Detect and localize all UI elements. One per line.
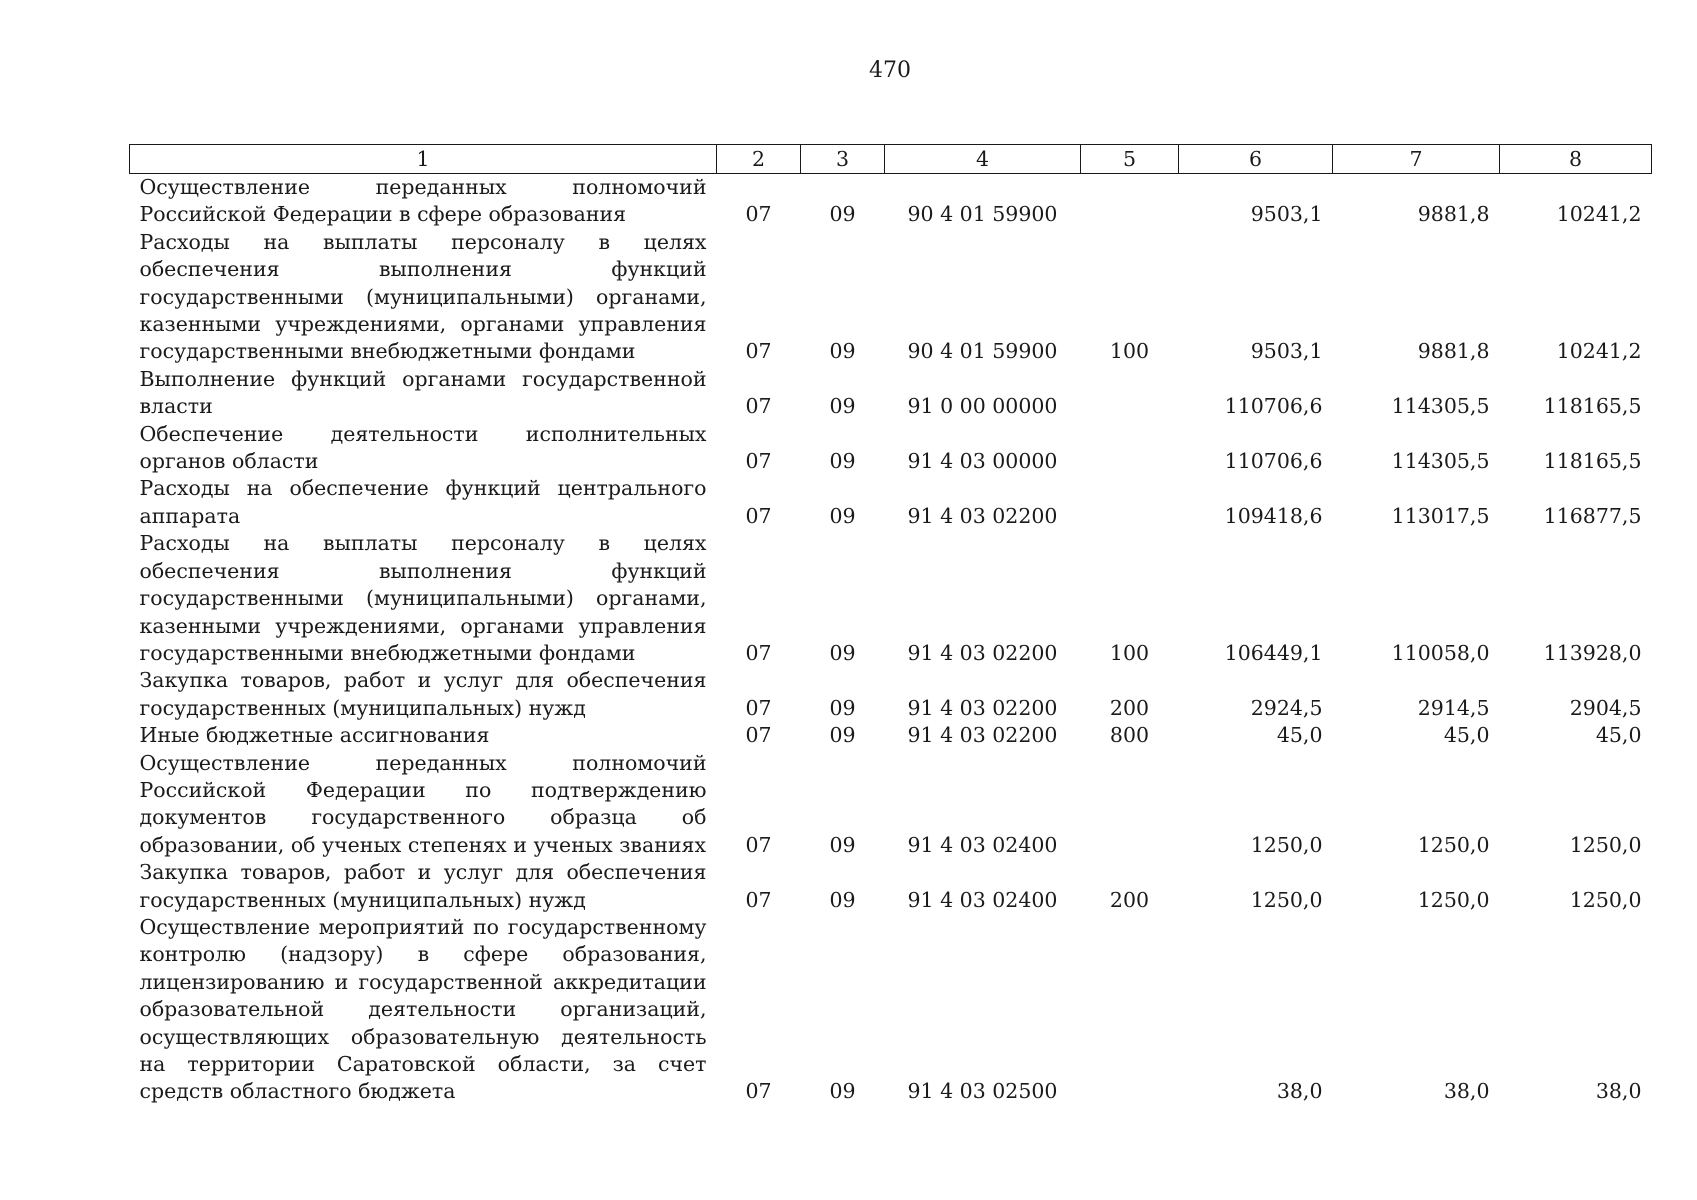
subsection-code-cell: 09	[829, 695, 856, 720]
header-col-5: 5	[1081, 145, 1179, 174]
expense-type-cell	[1081, 421, 1179, 476]
amount-col-6-cell: 45,0	[1276, 723, 1323, 748]
section-code-cell: 07	[745, 723, 772, 748]
section-code-cell: 07	[745, 339, 772, 364]
table-row	[130, 421, 1652, 476]
header-col-8: 8	[1500, 145, 1652, 174]
header-col-1: 1	[130, 145, 717, 174]
table-row	[130, 530, 1652, 667]
subsection-code-cell: 09	[829, 394, 856, 419]
amount-col-6-cell: 110706,6	[1224, 394, 1323, 419]
row-name-cell: Осуществление переданных полномочий Российской Федерации по подтверждению документов государственного образца об образовании, об ученых степенях и ученых званиях	[139, 750, 707, 857]
amount-col-8-cell: 10241,2	[1556, 339, 1642, 364]
amount-col-8-cell: 45,0	[1595, 723, 1642, 748]
table-row	[130, 366, 1652, 421]
amount-col-6-cell: 2924,5	[1250, 695, 1323, 720]
section-code-cell: 07	[745, 202, 772, 227]
amount-col-6-cell: 106449,1	[1224, 640, 1323, 665]
target-article-cell: 91 4 03 02400	[907, 887, 1058, 912]
row-name-cell: Иные бюджетные ассигнования	[139, 723, 490, 748]
expense-type-cell: 100	[1109, 339, 1150, 364]
amount-col-6-cell: 9503,1	[1250, 202, 1323, 227]
table-row	[130, 174, 1652, 229]
section-code-cell: 07	[745, 1079, 772, 1104]
table-row	[130, 750, 1652, 860]
subsection-code-cell: 09	[829, 1079, 856, 1104]
amount-col-7-cell: 114305,5	[1391, 394, 1490, 419]
amount-col-8-cell: 10241,2	[1556, 202, 1642, 227]
table-row	[130, 229, 1652, 366]
amount-col-6-cell: 109418,6	[1224, 503, 1323, 528]
section-code-cell: 07	[745, 887, 772, 912]
expense-type-cell: 800	[1109, 723, 1150, 748]
header-col-3: 3	[801, 145, 885, 174]
table-row	[130, 475, 1652, 530]
row-name-cell: Расходы на выплаты персоналу в целях обеспечения выполнения функций государственными (муниципальными) органами, казенными учреждениями, органами управления государственными внебюджетными фондами	[139, 229, 707, 364]
target-article-cell: 91 4 03 02200	[907, 640, 1058, 665]
amount-col-7-cell: 2914,5	[1417, 695, 1490, 720]
subsection-code-cell: 09	[829, 832, 856, 857]
subsection-code-cell: 09	[829, 503, 856, 528]
table-header	[130, 145, 1652, 174]
expense-type-cell	[1081, 475, 1179, 530]
header-row	[130, 145, 1652, 174]
amount-col-6-cell: 1250,0	[1250, 887, 1323, 912]
amount-col-6-cell: 38,0	[1276, 1079, 1323, 1104]
section-code-cell: 07	[745, 640, 772, 665]
section-code-cell: 07	[745, 449, 772, 474]
table-body	[130, 174, 1652, 1106]
page-number: 470	[869, 58, 911, 83]
amount-col-7-cell: 113017,5	[1391, 503, 1490, 528]
expense-type-cell: 200	[1109, 887, 1150, 912]
table-row	[130, 722, 1652, 749]
section-code-cell: 07	[745, 503, 772, 528]
amount-col-7-cell: 114305,5	[1391, 449, 1490, 474]
table-row	[130, 859, 1652, 914]
amount-col-7-cell: 9881,8	[1417, 339, 1490, 364]
expense-type-cell	[1081, 750, 1179, 860]
row-name-cell: Осуществление переданных полномочий Российской Федерации в сфере образования	[139, 175, 707, 227]
amount-col-6-cell: 110706,6	[1224, 449, 1323, 474]
target-article-cell: 91 4 03 02400	[907, 832, 1058, 857]
section-code-cell: 07	[745, 832, 772, 857]
amount-col-8-cell: 1250,0	[1569, 832, 1642, 857]
amount-col-7-cell: 38,0	[1443, 1079, 1490, 1104]
row-name-cell: Закупка товаров, работ и услуг для обеспечения государственных (муниципальных) нужд	[139, 668, 707, 720]
subsection-code-cell: 09	[829, 723, 856, 748]
header-col-6: 6	[1179, 145, 1333, 174]
row-name-cell: Расходы на выплаты персоналу в целях обеспечения выполнения функций государственными (муниципальными) органами, казенными учреждениями, органами управления государственными внебюджетными фондами	[139, 531, 707, 665]
target-article-cell: 91 4 03 02200	[907, 503, 1058, 528]
amount-col-8-cell: 1250,0	[1569, 887, 1642, 912]
budget-table	[129, 144, 1652, 1106]
header-col-2: 2	[717, 145, 801, 174]
amount-col-8-cell: 2904,5	[1569, 695, 1642, 720]
amount-col-7-cell: 45,0	[1443, 723, 1490, 748]
target-article-cell: 91 0 00 00000	[907, 394, 1058, 419]
header-col-7: 7	[1333, 145, 1500, 174]
amount-col-7-cell: 1250,0	[1417, 887, 1490, 912]
amount-col-8-cell: 118165,5	[1543, 394, 1642, 419]
amount-col-6-cell: 1250,0	[1250, 832, 1323, 857]
amount-col-8-cell: 118165,5	[1543, 449, 1642, 474]
target-article-cell: 91 4 03 02200	[907, 695, 1058, 720]
amount-col-8-cell: 116877,5	[1543, 503, 1642, 528]
table-row	[130, 914, 1652, 1106]
row-name-cell: Закупка товаров, работ и услуг для обеспечения государственных (муниципальных) нужд	[139, 860, 707, 912]
amount-col-7-cell: 110058,0	[1391, 640, 1490, 665]
amount-col-6-cell: 9503,1	[1250, 339, 1323, 364]
subsection-code-cell: 09	[829, 449, 856, 474]
subsection-code-cell: 09	[829, 202, 856, 227]
subsection-code-cell: 09	[829, 339, 856, 364]
row-name-cell: Обеспечение деятельности исполнительных органов области	[139, 421, 707, 474]
row-name-cell: Расходы на обеспечение функций центрального аппарата	[139, 476, 707, 528]
section-code-cell: 07	[745, 695, 772, 720]
expense-type-cell	[1081, 914, 1179, 1106]
subsection-code-cell: 09	[829, 887, 856, 912]
target-article-cell: 91 4 03 00000	[907, 449, 1058, 474]
row-name-cell: Выполнение функций органами государственной власти	[139, 366, 707, 419]
amount-col-8-cell: 113928,0	[1543, 640, 1642, 665]
amount-col-7-cell: 1250,0	[1417, 832, 1490, 857]
header-col-4: 4	[885, 145, 1081, 174]
target-article-cell: 91 4 03 02500	[907, 1079, 1058, 1104]
target-article-cell: 90 4 01 59900	[907, 202, 1058, 227]
subsection-code-cell: 09	[829, 640, 856, 665]
row-name-cell: Осуществление мероприятий по государственному контролю (надзору) в сфере образования, лицензированию и государственной аккредитации образовательной деятельности организаций, осуществляющих образовательную деятельность на территории Саратовской области, за счет средств областного бюджета	[139, 914, 707, 1104]
expense-type-cell	[1081, 366, 1179, 421]
table-row	[130, 667, 1652, 722]
target-article-cell: 91 4 03 02200	[907, 723, 1058, 748]
section-code-cell: 07	[745, 394, 772, 419]
amount-col-8-cell: 38,0	[1595, 1079, 1642, 1104]
expense-type-cell: 200	[1109, 695, 1150, 720]
expense-type-cell: 100	[1109, 640, 1150, 665]
expense-type-cell	[1081, 174, 1179, 229]
amount-col-7-cell: 9881,8	[1417, 202, 1490, 227]
target-article-cell: 90 4 01 59900	[907, 339, 1058, 364]
